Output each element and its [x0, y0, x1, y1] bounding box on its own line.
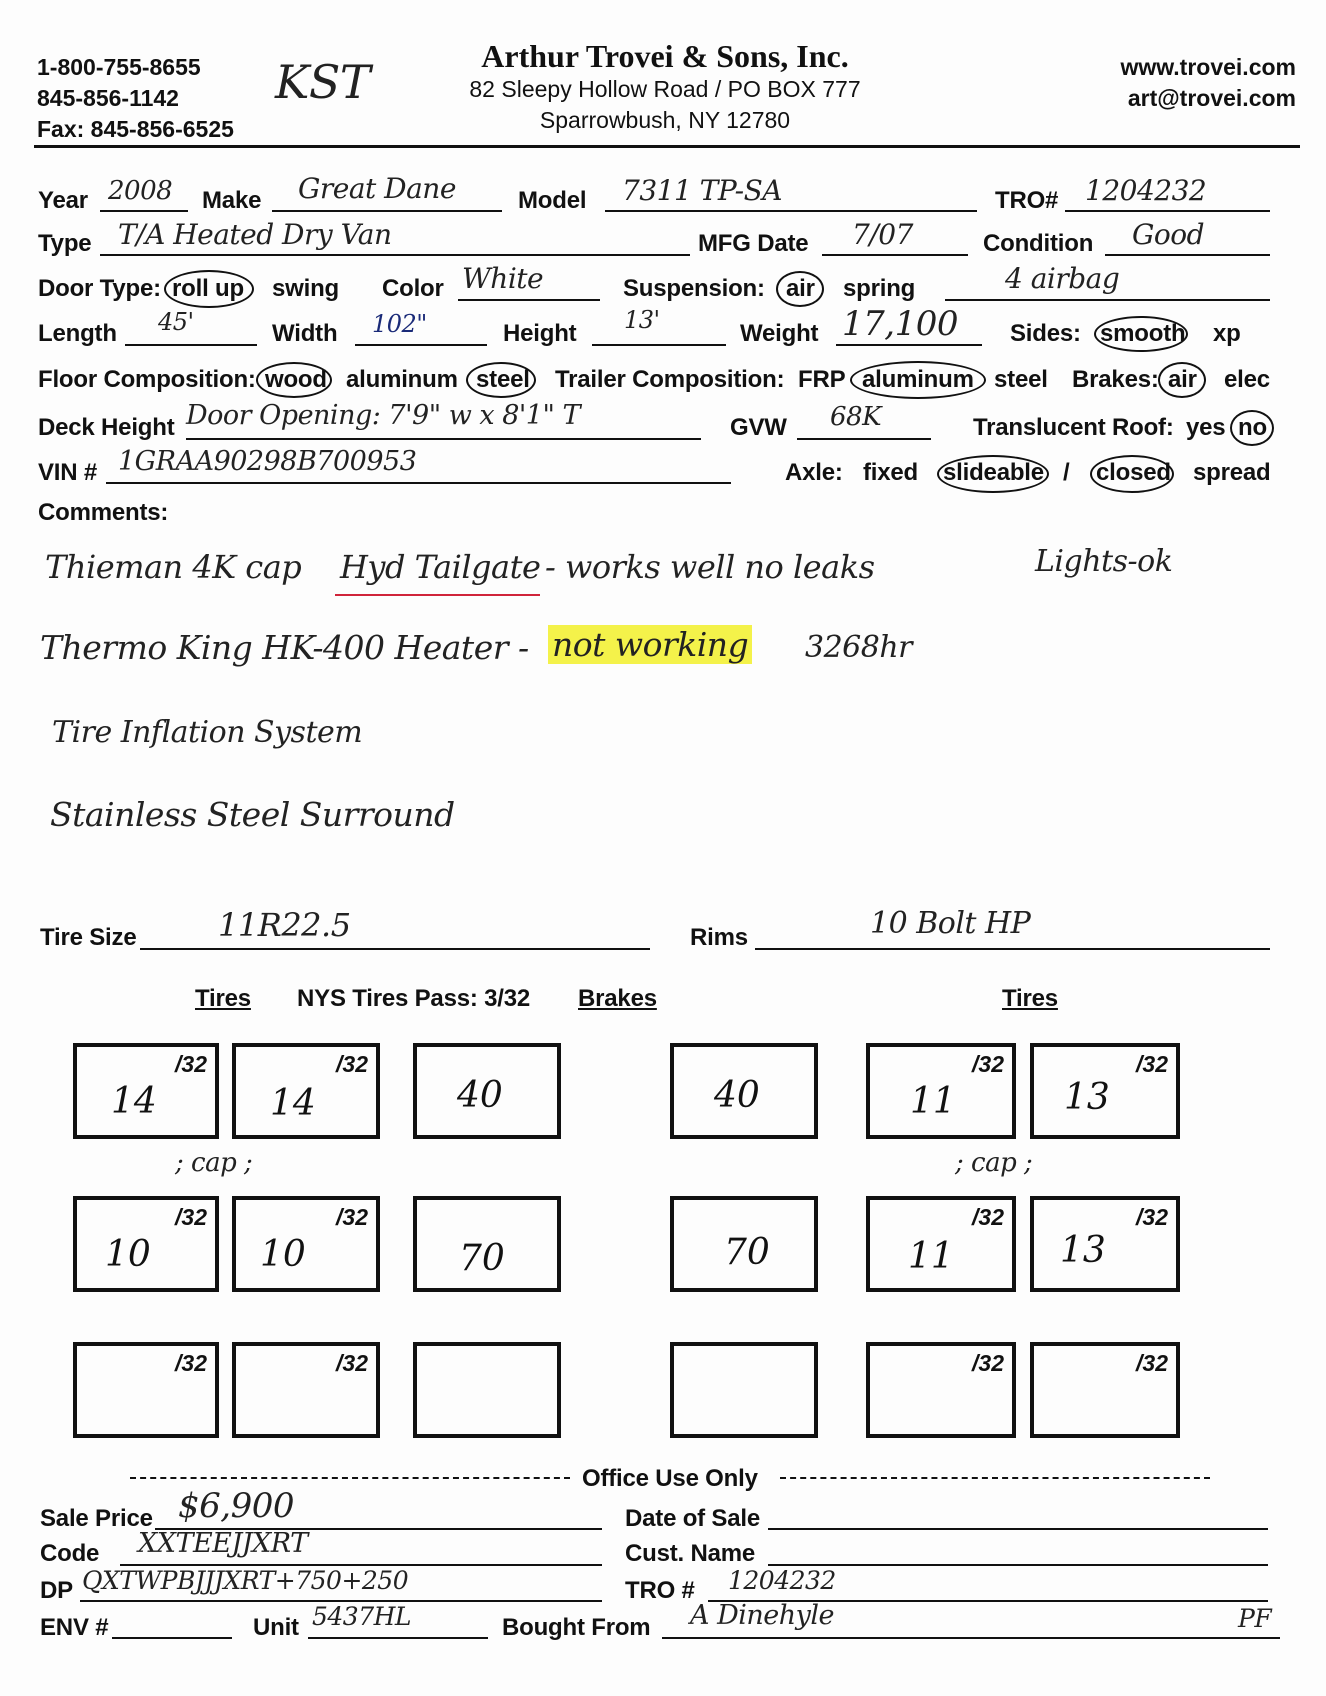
weight-value[interactable]: 17,100 [842, 304, 958, 344]
brake-box-r3-right[interactable] [670, 1342, 818, 1438]
rims-value[interactable]: 10 Bolt HP [870, 906, 1031, 941]
length-label: Length [38, 320, 117, 347]
tire-depth: 11 [910, 1081, 956, 1122]
web-block [1000, 52, 1296, 114]
height-value[interactable]: 13' [624, 306, 660, 334]
fax: Fax: 845-856-6525 [37, 116, 234, 142]
brake-box-r3-left[interactable] [413, 1342, 561, 1438]
axle-opt-spread[interactable]: spread [1193, 459, 1271, 486]
address-2: Sparrowbush, NY 12780 [539, 107, 791, 133]
cap-note-right: ; cap ; [955, 1148, 1033, 1178]
type-line [100, 254, 690, 256]
tire-box-r3-c1[interactable] [73, 1342, 219, 1438]
make-line [272, 210, 502, 212]
env-label: ENV # [40, 1614, 109, 1641]
phone-1: 1-800-755-8655 [37, 54, 201, 80]
fraction-label: /32 [175, 1051, 207, 1077]
comment-line2-c[interactable]: 3268hr [805, 630, 913, 665]
comment-line2-a[interactable]: Thermo King HK-400 Heater - [40, 628, 529, 667]
susp-air-circle [776, 271, 824, 307]
sides-opt-xp[interactable]: xp [1213, 320, 1241, 347]
axle-closed-circle [1090, 455, 1174, 493]
fraction-label: /32 [175, 1350, 207, 1376]
susp-opt-air[interactable]: air [786, 275, 815, 302]
sides-label: Sides: [1010, 320, 1081, 347]
company-block [365, 38, 965, 136]
sides-opt-smooth[interactable]: smooth [1100, 320, 1186, 347]
year-value[interactable]: 2008 [108, 176, 173, 206]
floor-wood-circle [256, 362, 332, 398]
contact-block [37, 52, 234, 145]
gvw-line [797, 438, 931, 440]
brakes-label: Brakes: [1072, 366, 1159, 393]
door-opt-rollup[interactable]: roll up [172, 275, 244, 302]
sale-price-value[interactable]: $6,900 [178, 1486, 294, 1526]
make-label: Make [202, 187, 262, 214]
tire-size-value[interactable]: 11R22.5 [218, 906, 351, 944]
length-value[interactable]: 45' [158, 308, 194, 336]
condition-value[interactable]: Good [1132, 218, 1205, 251]
door-opt-swing[interactable]: swing [272, 275, 340, 302]
tire-box-r1-c6[interactable] [1030, 1043, 1180, 1139]
tire-box-r1-c2[interactable] [232, 1043, 380, 1139]
fraction-label: /32 [1136, 1204, 1168, 1230]
color-label: Color [382, 275, 444, 302]
code-label: Code [40, 1540, 100, 1567]
office-initials: PF [1238, 1604, 1272, 1633]
trailer-label: Trailer Composition: [555, 366, 785, 393]
axle-label: Axle: [785, 459, 843, 486]
tire-depth: 14 [270, 1083, 316, 1124]
vin-value[interactable]: 1GRAA90298B700953 [118, 446, 417, 477]
trailer-opt-aluminum[interactable]: aluminum [862, 366, 974, 393]
sides-smooth-circle [1094, 316, 1188, 352]
vin-line [106, 482, 731, 484]
dp-value[interactable]: QXTWPBJJJXRT+750+250 [82, 1566, 409, 1595]
bought-from-line [662, 1637, 1280, 1639]
brake-value: 40 [457, 1075, 503, 1116]
tire-size-label: Tire Size [40, 924, 137, 951]
tire-box-r2-c2[interactable] [232, 1196, 380, 1292]
comment-line1-c[interactable]: - works well no leaks [545, 548, 875, 586]
website: www.trovei.com [1120, 54, 1296, 80]
cust-name-line [768, 1564, 1268, 1566]
brakes-opt-elec[interactable]: elec [1224, 366, 1270, 393]
header-divider [34, 145, 1300, 148]
make-value[interactable]: Great Dane [298, 172, 456, 205]
roof-label: Translucent Roof: [973, 414, 1174, 441]
model-line [605, 210, 977, 212]
sale-price-label: Sale Price [40, 1505, 153, 1532]
axle-slideable-circle [937, 455, 1049, 493]
highlight-not-working: not working [548, 625, 752, 664]
color-value[interactable]: White [462, 262, 544, 295]
comment-line2-b[interactable] [548, 625, 752, 664]
year-line [100, 210, 188, 212]
brake-value: 40 [714, 1075, 760, 1116]
brakes-air-circle [1158, 362, 1206, 398]
col-tires-right: Tires [1002, 985, 1058, 1012]
fraction-label: /32 [1136, 1051, 1168, 1077]
roof-no-circle [1230, 410, 1274, 446]
axle-opt-fixed[interactable]: fixed [863, 459, 919, 486]
handwritten-code: KST [275, 55, 371, 109]
deck-label: Deck Height [38, 414, 175, 441]
door-rollup-circle [164, 270, 254, 308]
fraction-label: /32 [336, 1051, 368, 1077]
address-1: 82 Sleepy Hollow Road / PO BOX 777 [469, 76, 861, 102]
comment-line1-a[interactable]: Thieman 4K cap [45, 548, 302, 586]
tire-box-r3-c5[interactable] [866, 1342, 1016, 1438]
tire-box-r3-c6[interactable] [1030, 1342, 1180, 1438]
cap-note-left: ; cap ; [175, 1148, 253, 1178]
unit-value[interactable]: 5437HL [312, 1602, 412, 1631]
trailer-aluminum-circle [850, 361, 986, 399]
bought-from-label: Bought From [502, 1614, 651, 1641]
tire-box-r3-c2[interactable] [232, 1342, 380, 1438]
suspension-label: Suspension: [623, 275, 765, 302]
susp-line [945, 299, 1270, 301]
width-line [355, 344, 487, 346]
tro-label: TRO# [995, 187, 1059, 214]
phone-2: 845-856-1142 [37, 85, 179, 111]
fraction-label: /32 [972, 1051, 1004, 1077]
date-of-sale-label: Date of Sale [625, 1505, 760, 1532]
tire-box-r1-c1[interactable] [73, 1043, 219, 1139]
axle-opt-closed[interactable]: closed [1096, 459, 1171, 486]
condition-line [1105, 254, 1270, 256]
tire-depth: 13 [1064, 1077, 1110, 1118]
model-value[interactable]: 7311 TP-SA [622, 174, 783, 207]
cust-name-label: Cust. Name [625, 1540, 756, 1567]
floor-opt-steel[interactable]: steel [476, 366, 530, 393]
year-label: Year [38, 187, 88, 214]
office-heading: Office Use Only [582, 1465, 758, 1492]
date-of-sale-line [768, 1528, 1268, 1530]
mfg-label: MFG Date [698, 230, 809, 257]
deck-value[interactable]: Door Opening: 7'9" w x 8'1" T [186, 400, 580, 431]
brakes-opt-air[interactable]: air [1168, 366, 1197, 393]
nys-note: NYS Tires Pass: 3/32 [297, 985, 531, 1012]
brake-box-r1-left[interactable] [413, 1043, 561, 1139]
weight-label: Weight [740, 320, 819, 347]
susp-opt-spring[interactable]: spring [843, 275, 916, 302]
width-label: Width [272, 320, 338, 347]
floor-opt-aluminum[interactable]: aluminum [346, 366, 458, 393]
comment-line1-b[interactable]: Hyd Tailgate [340, 548, 541, 586]
office-divider-right [780, 1477, 1210, 1479]
office-tro-value[interactable]: 1204232 [728, 1566, 836, 1595]
tire-size-line [140, 948, 650, 950]
color-line [458, 299, 600, 301]
comments-label: Comments: [38, 499, 169, 526]
brake-value: 70 [724, 1232, 770, 1273]
comment-line4[interactable]: Stainless Steel Surround [50, 795, 455, 834]
tire-box-r2-c1[interactable] [73, 1196, 219, 1292]
roof-opt-no[interactable]: no [1238, 414, 1267, 441]
floor-steel-circle [466, 362, 536, 398]
gvw-label: GVW [730, 414, 787, 441]
dp-label: DP [40, 1577, 73, 1604]
width-value[interactable]: 102" [372, 310, 427, 338]
door-label: Door Type: [38, 275, 161, 302]
brake-box-r2-left[interactable] [413, 1196, 561, 1292]
model-label: Model [518, 187, 587, 214]
fraction-label: /32 [175, 1204, 207, 1230]
fraction-label: /32 [972, 1350, 1004, 1376]
deck-line [186, 438, 701, 440]
tire-box-r2-c5[interactable] [866, 1196, 1016, 1292]
axle-sep: / [1063, 459, 1070, 486]
company-name: Arthur Trovei & Sons, Inc. [481, 38, 849, 74]
floor-label: Floor Composition: [38, 366, 256, 393]
tire-depth: 13 [1060, 1230, 1106, 1271]
comment-red-underline [335, 594, 540, 596]
comment-line3[interactable]: Tire Inflation System [52, 715, 363, 750]
roof-opt-yes[interactable]: yes [1186, 414, 1226, 441]
col-tires-left: Tires [195, 985, 251, 1012]
weight-line [836, 344, 982, 346]
tire-depth: 10 [105, 1234, 151, 1275]
susp-value[interactable]: 4 airbag [1005, 262, 1120, 295]
fraction-label: /32 [336, 1204, 368, 1230]
mfg-value[interactable]: 7/07 [852, 218, 913, 251]
tire-box-r2-c6[interactable] [1030, 1196, 1180, 1292]
fraction-label: /32 [972, 1204, 1004, 1230]
gvw-value[interactable]: 68K [830, 402, 882, 432]
vin-label: VIN # [38, 459, 98, 486]
type-label: Type [38, 230, 92, 257]
tro-value[interactable]: 1204232 [1085, 174, 1207, 207]
bought-from-value[interactable]: A Dinehyle [690, 1600, 834, 1631]
fraction-label: /32 [1136, 1350, 1168, 1376]
axle-opt-slideable[interactable]: slideable [943, 459, 1044, 486]
trailer-opt-steel[interactable]: steel [994, 366, 1048, 393]
type-value[interactable]: T/A Heated Dry Van [118, 218, 392, 251]
email: art@trovei.com [1127, 85, 1296, 111]
brake-value: 70 [459, 1238, 505, 1279]
fraction-label: /32 [336, 1350, 368, 1376]
rims-label: Rims [690, 924, 748, 951]
tire-depth: 14 [111, 1081, 157, 1122]
rims-line [755, 948, 1270, 950]
code-value[interactable]: XXTEEJJXRT [138, 1528, 308, 1559]
brake-box-r2-right[interactable] [670, 1196, 818, 1292]
condition-label: Condition [983, 230, 1094, 257]
office-tro-label: TRO # [625, 1577, 695, 1604]
comment-line1-d[interactable]: Lights-ok [1035, 544, 1173, 579]
floor-opt-wood[interactable]: wood [265, 366, 327, 393]
tire-depth: 10 [260, 1234, 306, 1275]
env-line [112, 1637, 232, 1639]
tire-depth: 11 [908, 1236, 954, 1277]
tro-line [1065, 210, 1270, 212]
office-divider-left [130, 1477, 570, 1479]
col-brakes: Brakes [578, 985, 657, 1012]
height-line [592, 344, 726, 346]
unit-label: Unit [253, 1614, 299, 1641]
trailer-opt-frp[interactable]: FRP [798, 366, 846, 393]
brake-box-r1-right[interactable] [670, 1043, 818, 1139]
tire-box-r1-c5[interactable] [866, 1043, 1016, 1139]
height-label: Height [503, 320, 577, 347]
unit-line [308, 1637, 488, 1639]
mfg-line [822, 254, 968, 256]
length-line [125, 344, 257, 346]
